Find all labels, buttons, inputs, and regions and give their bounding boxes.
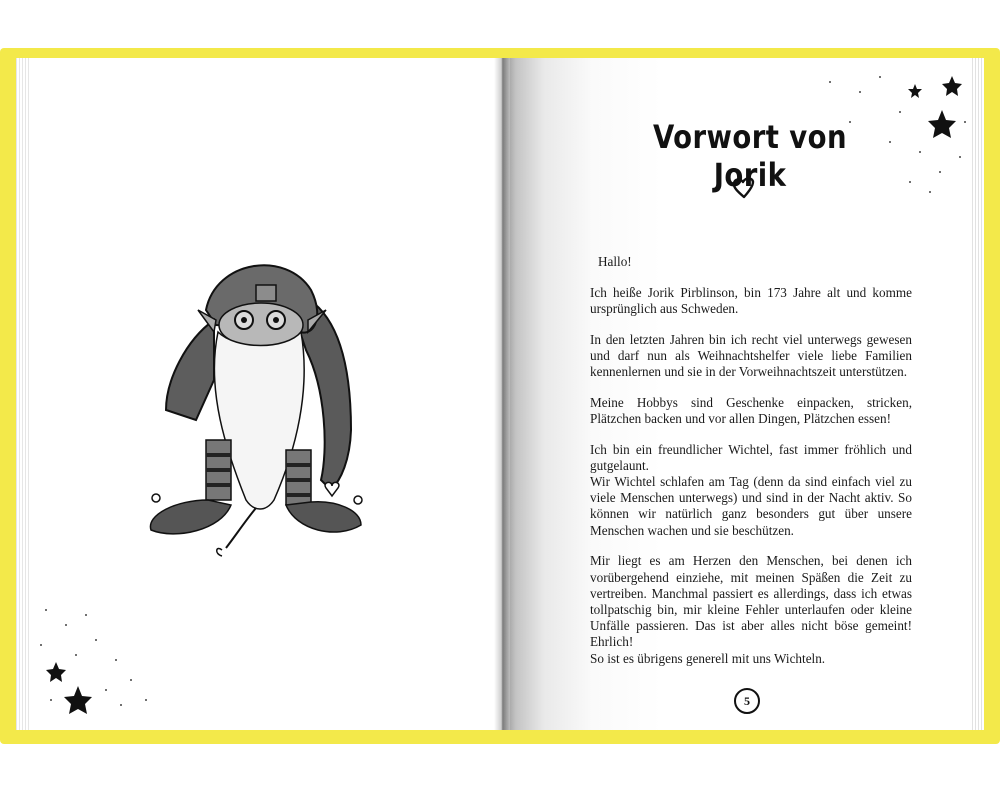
paragraph: Ich bin ein freundlicher Wichtel, fast immer fröhlich und gutgelaunt. — [590, 441, 912, 473]
left-stars-decoration — [36, 600, 166, 720]
paragraph: Hallo! — [598, 254, 632, 269]
book-gutter — [494, 58, 510, 730]
body-text — [590, 254, 912, 667]
paragraph: Meine Hobbys sind Geschenke einpacken, stricken, Plätzchen backen und vor allen Dingen, Plätzchen essen! — [590, 394, 912, 426]
heart-icon — [731, 176, 757, 200]
page-number: 5 — [734, 688, 760, 714]
page-title: Vorwort von Jorik — [652, 118, 848, 194]
paragraph: So ist es übrigens generell mit uns Wichteln. — [590, 650, 826, 666]
paragraph: Wir Wichtel schlafen am Tag (denn da sind einfach viel zu viele Menschen unterwegs) und sind in der Nacht aktiv. So können wir natürlich ganz besonders gut über unsere Menschen wachen und sie beschützen. — [590, 474, 912, 538]
paragraph: In den letzten Jahren bin ich recht viel unterwegs gewesen und darf nun als Weihnachtshelfer viele liebe Familien kennenlernen und sie in der Vorweihnachtszeit unterstützen. — [590, 331, 912, 380]
paragraph: Ich heiße Jorik Pirblinson, bin 173 Jahre alt und komme ursprünglich aus Schweden. — [590, 284, 912, 316]
gnome-illustration — [136, 250, 376, 570]
paragraph: Mir liegt es am Herzen den Menschen, bei denen ich vorübergehend einziehe, mit meinen Späßen die Zeit zu vertreiben. Manchmal passiert es allerdings, dass ich etwas tollpatschig bin, mir kleine Fehler unterlaufen oder kleine Unfälle passieren. Das ist aber alles nicht böse gemeint! Ehrlich! — [590, 553, 912, 650]
